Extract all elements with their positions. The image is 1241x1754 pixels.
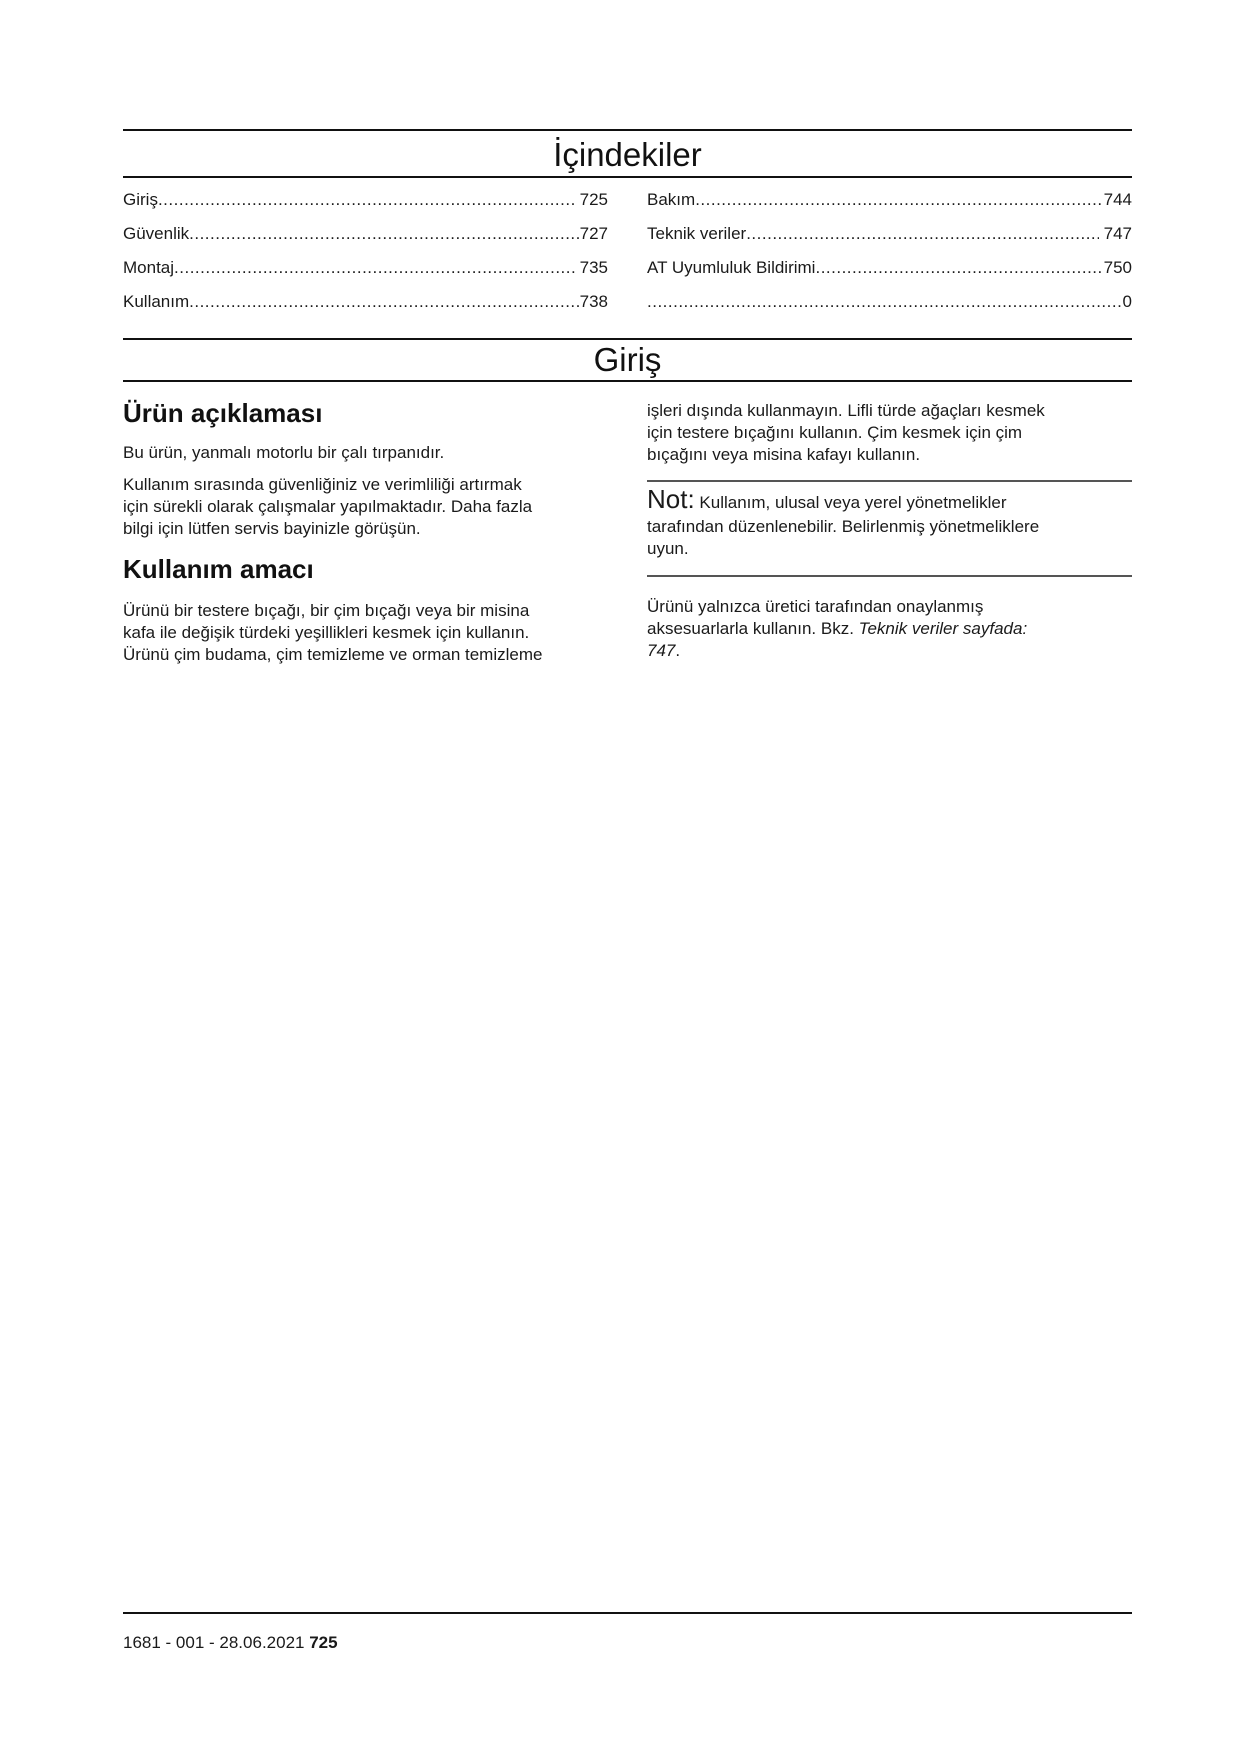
accessories-line-2 <box>647 618 1132 640</box>
product-description-p1: Bu ürün, yanmalı motorlu bir çalı tırpanıdır. <box>123 443 445 462</box>
toc-leader <box>746 224 1099 244</box>
text-line: bilgi için lütfen servis bayinizle görüşün. <box>123 519 421 538</box>
toc-leader <box>647 292 1123 312</box>
page-footer <box>123 1632 338 1654</box>
text-segment: . <box>675 641 681 660</box>
section-bottom-rule <box>123 380 1132 382</box>
text-line: için testere bıçağını kullanın. Çim kesmek için çim <box>647 423 1023 442</box>
toc-entry-page: 725 <box>574 190 608 209</box>
note-label: Not: <box>647 484 695 514</box>
text-line: kafa ile değişik türdeki yeşillikleri kesmek için kullanın. <box>123 623 530 642</box>
toc-entry-empty[interactable] <box>647 292 1132 326</box>
toc-top-rule <box>123 129 1132 131</box>
toc-leader <box>189 292 579 312</box>
toc-entry-title: Giriş <box>123 190 158 209</box>
product-description-title: Ürün açıklaması <box>123 398 323 428</box>
toc-bottom-rule <box>123 176 1132 178</box>
toc-entry-page: 738 <box>579 292 608 311</box>
toc-leader <box>174 258 575 278</box>
toc-entry-title: Güvenlik <box>123 224 190 243</box>
intended-use-title: Kullanım amacı <box>123 554 314 584</box>
text-line: Ürünü çim budama, çim temizleme ve orman temizleme <box>123 645 543 664</box>
text-line: için sürekli olarak çalışmalar yapılmaktadır. Daha fazla <box>123 497 533 516</box>
text-line: Kullanım sırasında güvenliğiniz ve verimliliği artırmak <box>123 475 522 494</box>
note-line-1 <box>647 484 1132 514</box>
cross-reference-link[interactable]: Teknik veriler sayfada: <box>858 619 1028 638</box>
accessories-paragraph <box>647 596 1132 662</box>
toc-left-column <box>123 190 608 326</box>
note-bottom-rule <box>647 575 1132 577</box>
toc-entry-title: Bakım <box>647 190 696 209</box>
toc-entry-title: Kullanım <box>123 292 190 311</box>
note-top-rule <box>647 480 1132 482</box>
left-column <box>123 398 613 666</box>
toc-right-column <box>647 190 1132 326</box>
toc-entry-teknik-veriler[interactable] <box>647 224 1132 258</box>
note-text: Kullanım, ulusal veya yerel yönetmelikler <box>694 493 1007 512</box>
toc-entry-at-uyumluluk[interactable] <box>647 258 1132 292</box>
doc-info: 1681 - 001 - 28.06.2021 <box>123 1633 310 1652</box>
toc-entry-page: 747 <box>1098 224 1132 243</box>
text-line: Ürünü bir testere bıçağı, bir çim bıçağı veya bir misina <box>123 601 530 620</box>
intended-use-paragraph <box>123 600 613 666</box>
text-line: uyun. <box>647 539 689 558</box>
text-segment: aksesuarlarla kullanın. Bkz. <box>647 619 859 638</box>
toc-leader <box>158 190 575 210</box>
text-line: bıçağını veya misina kafayı kullanın. <box>647 445 921 464</box>
section-heading: Giriş <box>593 341 662 378</box>
footer-rule <box>123 1612 1132 1614</box>
toc-entry-montaj[interactable] <box>123 258 608 292</box>
text-line: Ürünü yalnızca üretici tarafından onaylanmış <box>647 597 984 616</box>
toc-entry-title: Teknik veriler <box>647 224 747 243</box>
toc-entry-kullanim[interactable] <box>123 292 608 326</box>
page-number: 725 <box>309 1633 338 1652</box>
cross-reference-page-link[interactable]: 747 <box>647 641 676 660</box>
toc-entry-title: AT Uyumluluk Bildirimi <box>647 258 816 277</box>
toc-entry-guvenlik[interactable] <box>123 224 608 258</box>
toc-entry-page: 744 <box>1103 190 1132 209</box>
toc-entry-page: 735 <box>574 258 608 277</box>
toc-entry-title: Montaj <box>123 258 175 277</box>
toc-heading: İçindekiler <box>553 136 702 173</box>
toc-entry-giris[interactable] <box>123 190 608 224</box>
toc-entry-page: 0 <box>1122 292 1132 311</box>
toc-leader <box>815 258 1103 278</box>
text-line: işleri dışında kullanmayın. Lifli türde ağaçları kesmek <box>647 401 1045 420</box>
toc-leader <box>695 190 1103 210</box>
toc-leader <box>189 224 579 244</box>
toc-entry-page: 750 <box>1103 258 1132 277</box>
accessories-line-3 <box>647 640 1132 662</box>
toc-entry-page: 727 <box>579 224 608 243</box>
product-description-p2 <box>123 474 613 540</box>
note-box <box>647 484 1132 560</box>
text-line: tarafından düzenlenebilir. Belirlenmiş yönetmeliklere <box>647 517 1040 536</box>
toc-entry-bakim[interactable] <box>647 190 1132 224</box>
right-column-continuation <box>647 400 1132 466</box>
